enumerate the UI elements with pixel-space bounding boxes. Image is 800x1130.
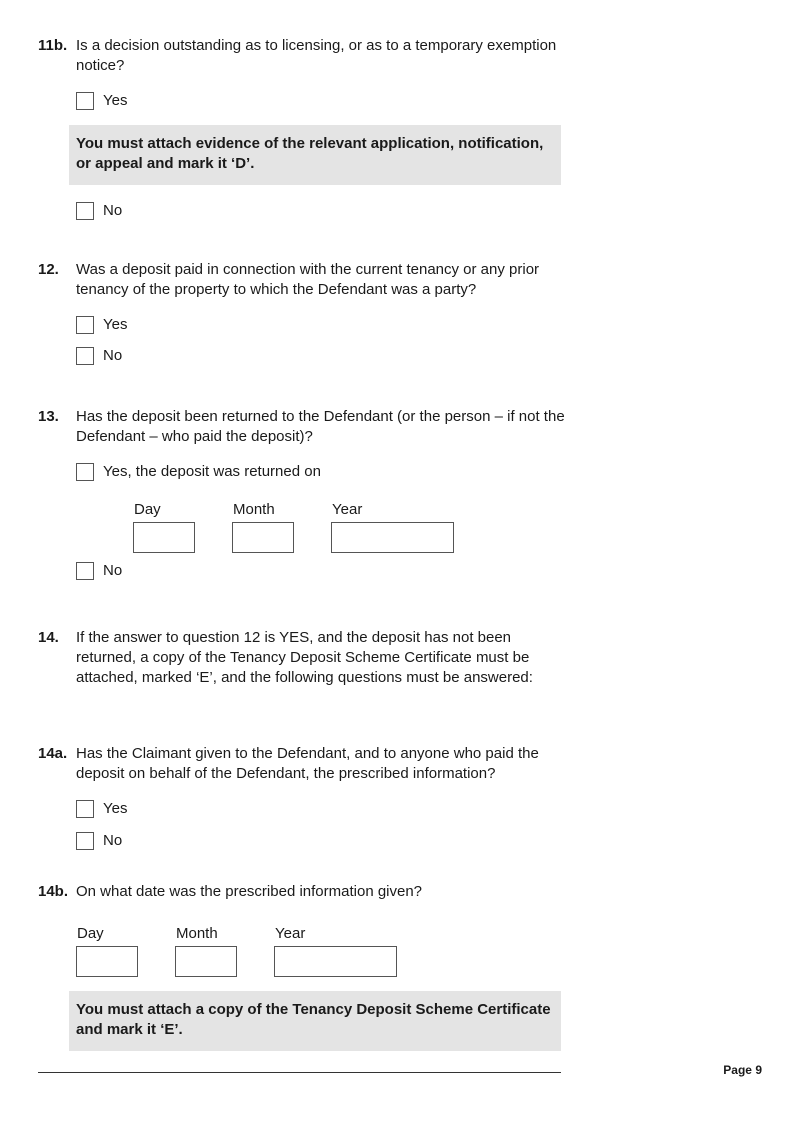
notice-14b: You must attach a copy of the Tenancy Deposit Scheme Certificate and mark it ‘E’. [69,991,561,1051]
option-13-no[interactable] [76,561,122,581]
month-input-13[interactable] [232,522,294,553]
month-label-13: Month [233,501,275,518]
option-label: No [103,562,123,579]
question-number-14b: 14b. [38,883,69,900]
option-label: No [103,202,123,219]
question-text-14a: Has the Claimant given to the Defendant, and to anyone who paid the deposit on behalf of the Defendant, the prescribed information? [76,745,539,782]
option-11b-yes[interactable] [76,91,127,111]
checkbox-14a-yes[interactable] [76,800,94,818]
option-14a-yes[interactable] [76,799,127,819]
option-14a-no[interactable] [76,831,122,851]
option-13-yes[interactable] [76,462,321,482]
year-label-14b: Year [275,925,306,942]
question-text-12: Was a deposit paid in connection with the current tenancy or any prior tenancy of the property to which the Defendant was a party? [76,261,540,298]
checkbox-14a-no[interactable] [76,832,94,850]
option-label: Yes [103,92,128,109]
question-number-12: 12. [38,261,59,278]
month-input-14b[interactable] [175,946,237,977]
checkbox-11b-no[interactable] [76,202,94,220]
notice-11b: You must attach evidence of the relevant application, notification, or appeal and mark it ‘D’. [69,125,561,185]
checkbox-12-yes[interactable] [76,316,94,334]
checkbox-13-no[interactable] [76,562,94,580]
question-number-14: 14. [38,629,59,646]
day-label-14b: Day [77,925,104,942]
checkbox-12-no[interactable] [76,347,94,365]
question-text-14: If the answer to question 12 is YES, and the deposit has not been returned, a copy of the Tenancy Deposit Scheme Certificate must be attached, marked ‘E’, and the following questions must be answered: [76,629,533,686]
question-number-13: 13. [38,408,59,425]
month-label-14b: Month [176,925,218,942]
day-label-13: Day [134,501,161,518]
year-label-13: Year [332,501,363,518]
checkbox-11b-yes[interactable] [76,92,94,110]
year-input-14b[interactable] [274,946,397,977]
footer-rule [38,1072,561,1073]
question-text-14b: On what date was the prescribed information given? [76,883,423,900]
option-11b-no[interactable] [76,201,122,221]
year-input-13[interactable] [331,522,454,553]
option-label: Yes, the deposit was returned on [103,463,321,480]
question-text-11b: Is a decision outstanding as to licensing, or as to a temporary exemption notice? [76,37,557,74]
option-12-no[interactable] [76,346,122,366]
option-12-yes[interactable] [76,315,127,335]
day-input-13[interactable] [133,522,195,553]
option-label: Yes [103,316,128,333]
day-input-14b[interactable] [76,946,138,977]
option-label: No [103,347,123,364]
option-label: No [103,832,123,849]
question-number-11b: 11b. [38,37,68,54]
option-label: Yes [103,800,128,817]
page-number: Page 9 [723,1063,762,1077]
question-text-13: Has the deposit been returned to the Defendant (or the person – if not the Defendant – who paid the deposit)? [76,408,565,445]
checkbox-13-yes[interactable] [76,463,94,481]
question-number-14a: 14a. [38,745,68,762]
